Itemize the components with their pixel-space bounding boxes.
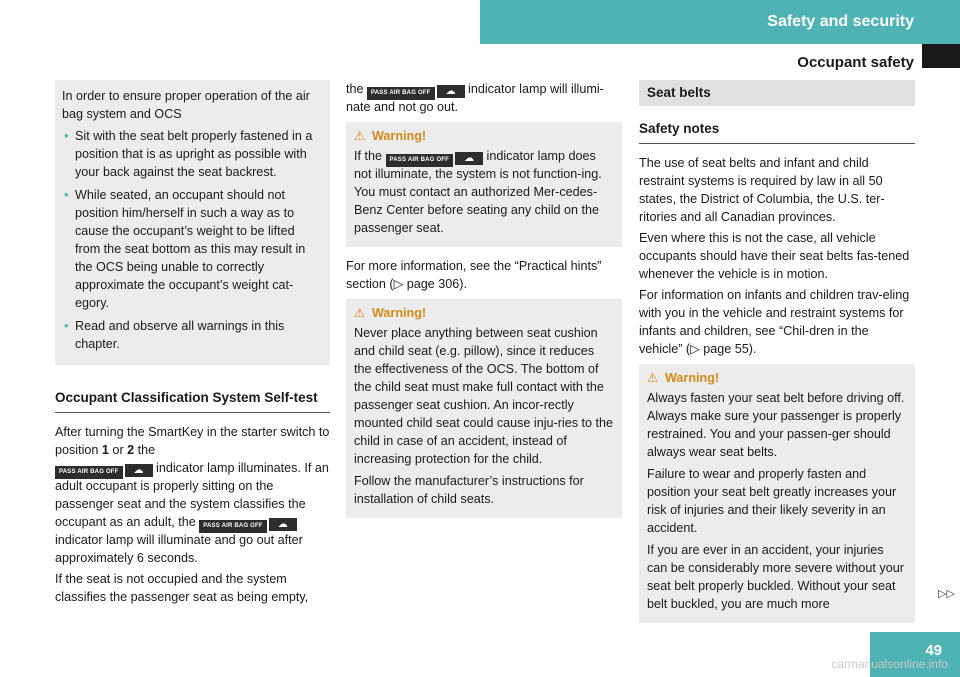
body-paragraph: Even where this is not the case, all vehicle occupants should have their seat belts fas-tened whenever the vehicle is in motion. [639,231,910,281]
warning-title: ⚠ Warning! [647,371,720,385]
info-bullets [62,127,323,353]
empty-seat-paragraph: If the seat is not occupied and the system classifies the passenger seat as being empty, [55,572,309,604]
warning-text: If you are ever in an accident, your injuries can be considerably more severe without your seat belt properly buckled. Without your seat belt buckled, you are much more [647,543,904,611]
safety-notes-heading: Safety notes [639,120,915,144]
warning-title: ⚠ Warning! [354,306,427,320]
practical-hints-paragraph: For more information, see the “Practical hints” section (▷ page 306). [346,259,602,291]
body-paragraph: The use of seat belts and infant and child restraint systems is required by law in all 50 states, the District of Columbia, the U.S. ter-ritories and all Canadian provinces. [639,156,885,224]
lamp-paragraph: the PASS AIR BAG OFF ☁ indicator lamp will illumi-nate and not go out. [346,82,604,114]
warning-box [346,122,622,247]
warning-triangle-icon: ⚠ [647,371,659,385]
section-tab [480,0,960,44]
ocs-paragraph: After turning the SmartKey in the starter switch to position 1 or 2 the PASS AIR BAG OFF ☁ indicator lamp illuminates. If an adult occupant is properly sitting on the passenger seat and the system classifies the occupant as an adult, the PASS AIR BAG OFF ☁ indicator lamp will illuminate and go out after approximately 6 seconds. [55,425,330,565]
pass-airbag-off-indicator: PASS AIR BAG OFF ☁ [386,151,484,164]
warning-text: Failure to wear and properly fasten and position your seat belt greatly increases your risk of injuries and their likely severity in an accident. [647,467,897,535]
bullet-item: • Read and observe all warnings in this chapter. [62,317,323,353]
watermark: carmanualsonline.info [831,657,948,671]
bullet-item: • Sit with the seat belt properly fastened in a position that is as upright as possible with your back against the seat backrest. [62,127,323,181]
seated-child-icon: ☁ [125,464,153,477]
body-paragraph: For information on infants and children trav-eling with you in the vehicle and restraint systems for infants and children, see “Chil-dren in the vehicle” (▷ page 55). [639,288,910,356]
warning-text: Always fasten your seat belt before driving off. Always make sure your passenger is properly restrained. You and your passen-ger should always wear seat belts. [647,391,905,459]
pass-airbag-off-indicator: PASS AIR BAG OFF ☁ [367,84,465,97]
seated-child-icon: ☁ [455,152,483,165]
pass-airbag-off-indicator: PASS AIR BAG OFF ☁ [199,517,297,530]
corner-marker [922,44,960,68]
warning-box [639,364,915,623]
seated-child-icon: ☁ [437,85,465,98]
warning-triangle-icon: ⚠ [354,129,366,143]
page-subtitle: Occupant safety [797,54,914,71]
page-number: 49 [870,632,960,677]
warning-box [346,299,622,518]
seat-belts-bar: Seat belts [639,80,915,106]
ocs-heading: Occupant Classification System Self-test [55,389,330,413]
bullet-item: • While seated, an occupant should not position him/herself in such a way as to cause the occupant’s weight to be lifted from the seat bottom as this may result in the OCS being unable to correctly approximate the occupant’s weight cat-egory. [62,186,323,312]
warning-text: Never place anything between seat cushion and child seat (e.g. pillow), since it reduces the effectiveness of the OCS. The bottom of the child seat must make full contact with the passenger seat cushion. An incor-rectly mounted child seat could cause inju-ries to the child in case of an accident, instead of increasing protection for the child. [354,326,614,466]
info-intro: In order to ensure proper operation of the air bag system and OCS [62,89,310,121]
column-1 [55,80,330,609]
seated-child-icon: ☁ [269,518,297,531]
warning-triangle-icon: ⚠ [354,306,366,320]
info-box [55,80,330,365]
pass-airbag-off-indicator: PASS AIR BAG OFF ☁ [55,463,153,476]
warning-text: If the PASS AIR BAG OFF ☁ indicator lamp does not illuminate, the system is not function-ing. You must contact an authorized Mer-cedes-Benz Center before seating any child on the passenger seat. [354,149,602,235]
column-3 [639,80,915,633]
column-2 [346,80,622,528]
continue-arrow-icon: ▷▷ [938,588,955,600]
section-title: Safety and security [767,13,914,30]
warning-text: Follow the manufacturer’s instructions for installation of child seats. [354,474,584,506]
warning-title: ⚠ Warning! [354,129,427,143]
